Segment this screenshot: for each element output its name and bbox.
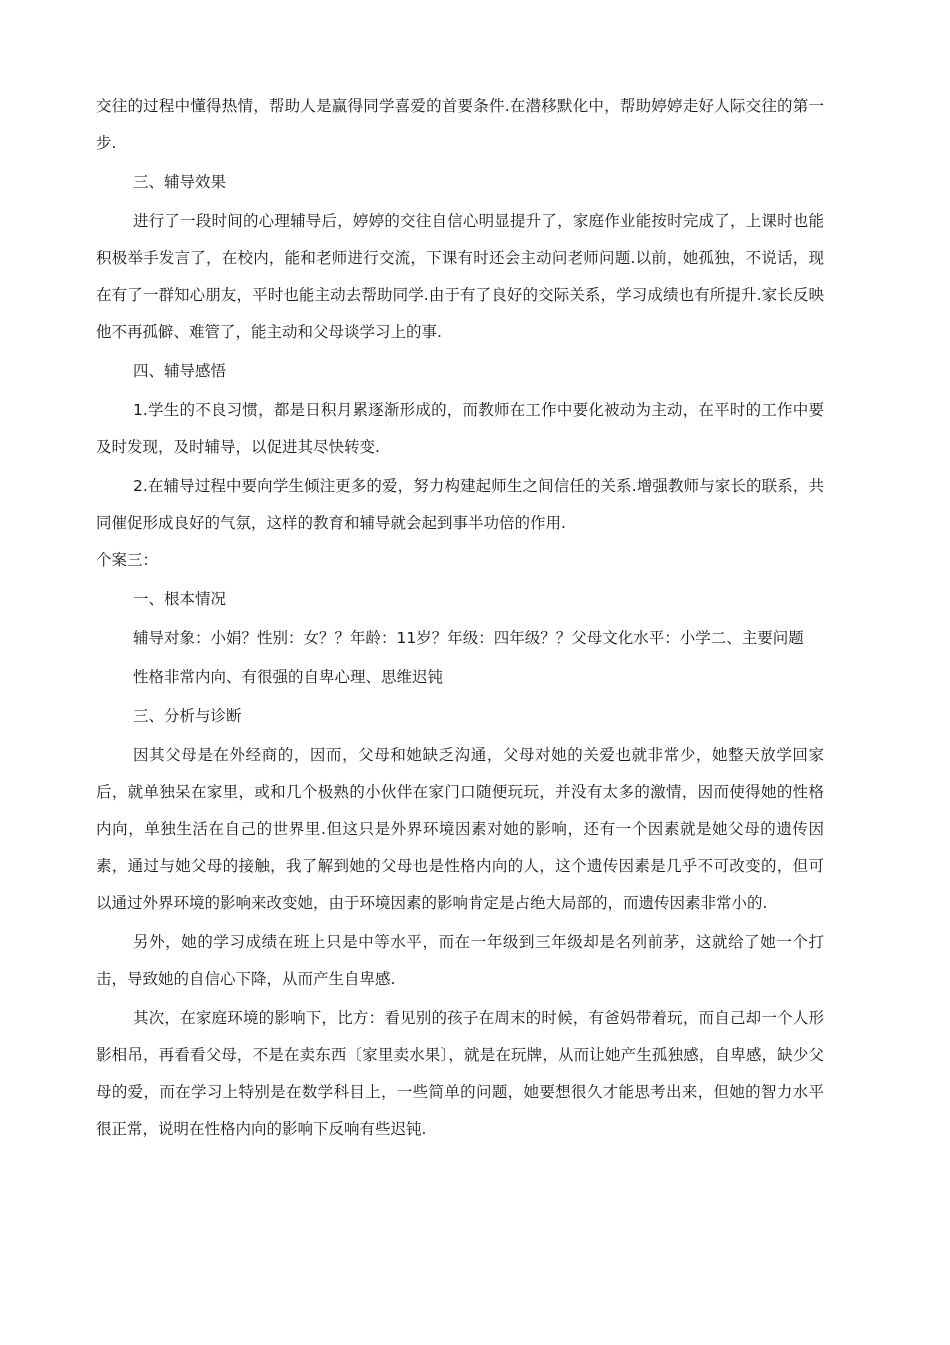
- case-title: 个案三：: [96, 551, 159, 569]
- paragraph-main-problems: 性格非常内向、有很强的自卑心理、思维迟钝: [133, 668, 444, 686]
- section-heading-basic-info: 一、根本情况: [133, 590, 227, 608]
- section-heading-reflections: 四、辅导感悟: [133, 362, 227, 380]
- paragraph-analysis-2: 另外，她的学习成绩在班上只是中等水平，而在一年级到三年级却是名列前茅，这就给了她一个打击，导致她的自信心下降，从而产生自卑感.: [96, 933, 824, 988]
- paragraph-reflection-2: 2.在辅导过程中要向学生倾注更多的爱，努力构建起师生之间信任的关系.增强教师与家长的联系，共同催促形成良好的气氛，这样的教育和辅导就会起到事半功倍的作用.: [96, 477, 824, 532]
- paragraph-intro-continuation: 交往的过程中懂得热情，帮助人是赢得同学喜爱的首要条件.在潜移默化中，帮助婷婷走好人际交往的第一步.: [96, 97, 824, 152]
- section-heading-counseling-results: 三、辅导效果: [133, 173, 227, 191]
- paragraph-analysis-3: 其次，在家庭环境的影响下，比方：看见别的孩子在周末的时候，有爸妈带着玩，而自己却一个人形影相吊，再看看父母，不是在卖东西〔家里卖水果〕，就是在玩牌，从而让她产生孤独感，自卑感，缺少父母的爱，而在学习上特别是在数学科目上，一些简单的问题，她要想很久才能思考出来，但她的智力水平很正常，说明在性格内向的影响下反响有些迟钝.: [96, 1009, 824, 1138]
- section-heading-analysis: 三、分析与诊断: [133, 707, 242, 725]
- paragraph-reflection-1: 1.学生的不良习惯，都是日积月累逐渐形成的，而教师在工作中要化被动为主动，在平时的工作中要及时发现，及时辅导，以促进其尽快转变.: [96, 401, 824, 456]
- paragraph-results: 进行了一段时间的心理辅导后，婷婷的交往自信心明显提升了，家庭作业能按时完成了，上课时也能积极举手发言了，在校内，能和老师进行交流，下课有时还会主动问老师问题.以前，她孤独，不说话，现在有了一群知心朋友，平时也能主动去帮助同学.由于有了良好的交际关系，学习成绩也有所提升.家长反映他不再孤僻、难管了，能主动和父母谈学习上的事.: [96, 212, 824, 341]
- paragraph-analysis-1: 因其父母是在外经商的，因而，父母和她缺乏沟通，父母对她的关爱也就非常少，她整天放学回家后，就单独呆在家里，或和几个极熟的小伙伴在家门口随便玩玩，并没有太多的激情，因而使得她的性格内向，单独生活在自己的世界里.但这只是外界环境因素对她的影响，还有一个因素就是她父母的遗传因素，通过与她父母的接触，我了解到她的父母也是性格内向的人，这个遗传因素是几乎不可改变的，但可以通过外界环境的影响来改变她，由于环境因素的影响肯定是占绝大局部的，而遗传因素非常小的.: [96, 746, 824, 912]
- paragraph-basic-info: 辅导对象：小娟？性别：女？？年龄：11岁？年级：四年级？？父母文化水平：小学二、主要问题: [133, 629, 804, 647]
- document-body: [96, 88, 824, 1148]
